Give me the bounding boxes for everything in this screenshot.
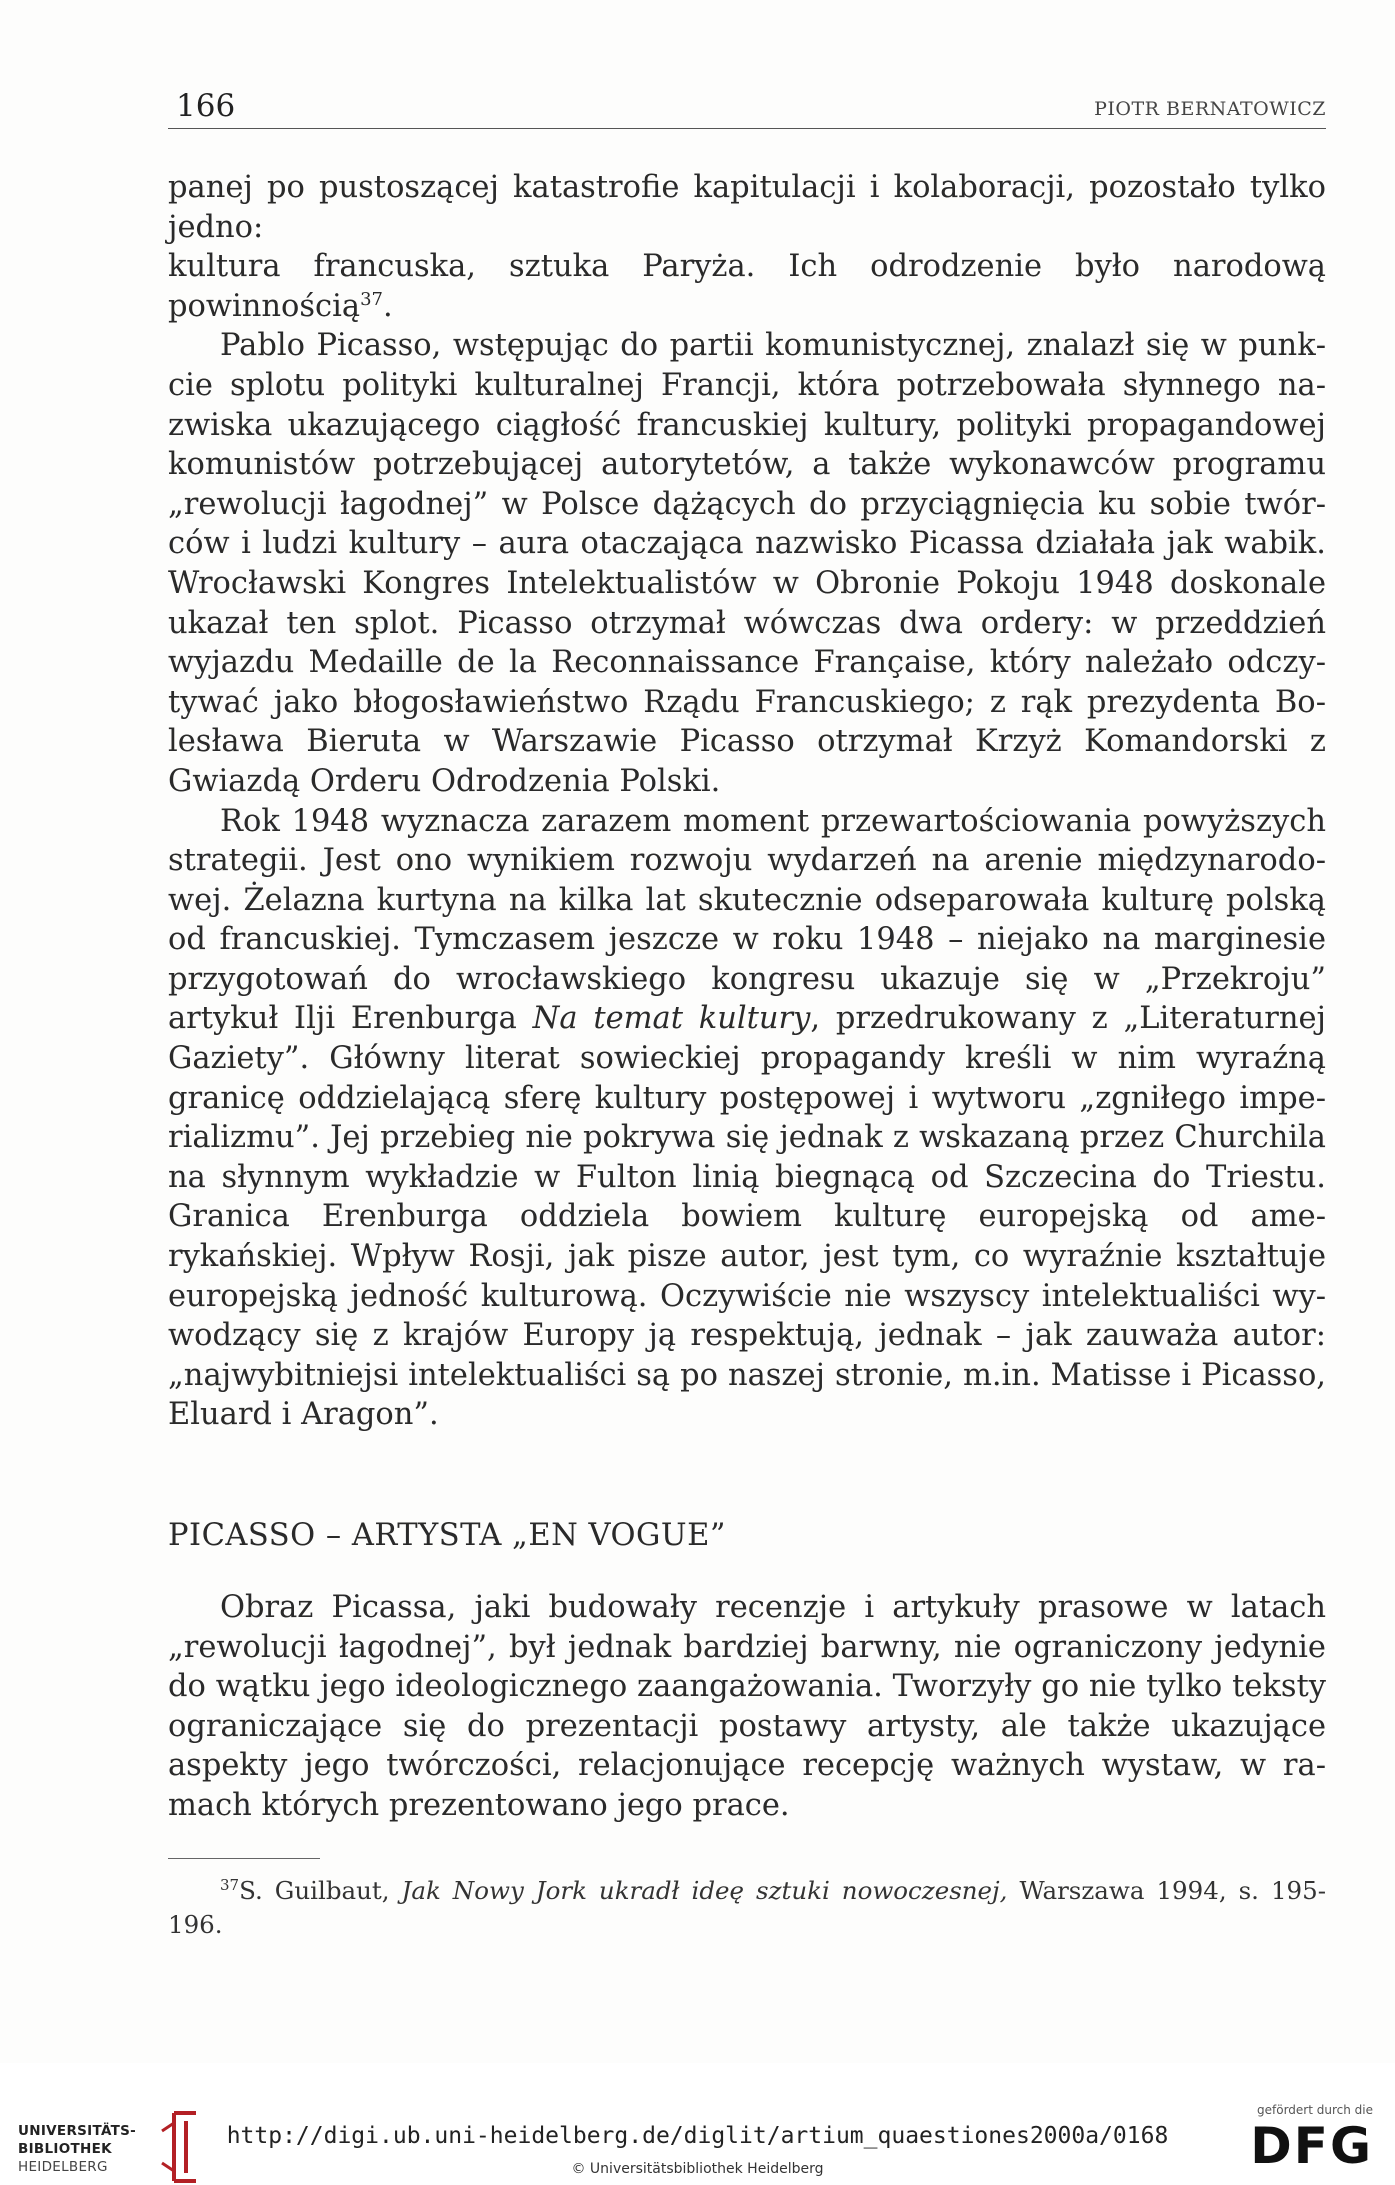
footnote-number: 37 bbox=[220, 1875, 240, 1894]
library-name-line: HEIDELBERG bbox=[18, 2159, 108, 2175]
copyright-notice: © Universitätsbibliothek Heidelberg bbox=[571, 2161, 824, 2177]
permalink-url[interactable]: http://digi.ub.uni-heidelberg.de/diglit/artium_quaestiones2000a/0168 bbox=[226, 2123, 1169, 2149]
footnote-author: S. Guilbaut, bbox=[239, 1876, 402, 1905]
paragraph-text: , przedrukowany z „Literaturnej Gaziety”. Główny literat sowieckiej propagandy kreśli w nim wyraźną granicę oddzielającą sferę kultury postępowej i wytworu „zgniłego imperializmu”. Jej przebieg nie pokrywa się jednak z wskazaną przez Churchila na słynnym wykładzie w Fulton linią biegnącą od Szczecina do Triestu. Granica Erenburga oddziela bowiem kulturę europejską od amerykańskiej. Wpływ Rosji, jak pisze autor, jest tym, co wyraźnie kształtuje europejską jedność kulturową. Oczywiście nie wszyscy intelektualiści wywodzący się z krajów Europy ją respektują, jednak – jak zauważa autor: „najwybitniejsi intelektualiści są po naszej stronie, m.in. Matisse i Picasso, Eluard i Aragon”. bbox=[168, 1001, 1326, 1433]
paragraph-picasso-image: Obraz Picassa, jaki budowały recenzje i artykuły prasowe w latach „rewolucji łagodnej”, był jednak bardziej barwny, nie ograniczony jedynie do wątku jego ideologicznego zaangażowania. Tworzyły go nie tylko teksty ograniczające się do prezentacji postawy artysty, ale także ukazujące aspekty jego twórczości, relacjonujące recepcję ważnych wystaw, w ramach których prezentowano jego prace. bbox=[168, 1590, 1326, 1823]
footnote-reference[interactable]: 37 bbox=[360, 288, 383, 310]
footnote-publication: Warszawa 1994, s. 195-196. bbox=[168, 1876, 1327, 1939]
footnote-title: Jak Nowy Jork ukradł ideę sztuki nowoczesnej, bbox=[401, 1876, 1008, 1905]
library-name-line: UNIVERSITÄTS- bbox=[18, 2123, 137, 2139]
funding-note: gefördert durch die bbox=[1257, 2103, 1373, 2117]
section-body bbox=[168, 1588, 1326, 1826]
paragraph-continuation bbox=[168, 168, 1326, 326]
section-heading: PICASSO – ARTYSTA „EN VOGUE” bbox=[168, 1518, 726, 1553]
paragraph-text: Rok 1948 wyznacza zarazem moment przewartościowania powyższych strategii. Jest ono wynikiem rozwoju wydarzeń na arenie międzynarodowej. Żelazna kurtyna na kilka lat skutecznie odseparowała kulturę polską od francuskiej. Tymczasem jeszcze w roku 1948 – niejako na marginesie przygotowań do wrocławskiego kongresu ukazuje się w „Przekroju” artykuł Ilji Erenburga bbox=[168, 803, 1326, 1037]
library-name-line: BIBLIOTHEK bbox=[18, 2141, 112, 2157]
digitization-footer bbox=[0, 2063, 1395, 2185]
footnote bbox=[168, 1874, 1326, 1942]
page-number: 166 bbox=[176, 88, 236, 124]
dfg-logo[interactable]: DFG bbox=[1250, 2117, 1373, 2175]
page-header bbox=[168, 88, 1326, 129]
article-title: Na temat kultury bbox=[532, 1001, 811, 1037]
paragraph-tail: . bbox=[382, 288, 393, 324]
paragraph-line: kultura francuska, sztuka Paryża. Ich odrodzenie było narodową powinnością bbox=[168, 249, 1326, 324]
paragraph-picasso-communist: Pablo Picasso, wstępując do partii komunistycznej, znalazł się w punkcie splotu polityki kulturalnej Francji, która potrzebowała słynnego nazwiska ukazującego ciągłość francuskiej kultury, polityki propagandowej komunistów potrzebującej autorytetów, a także wykonawców programu „rewolucji łagodnej” w Polsce dążących do przyciągnięcia ku sobie twórców i ludzi kultury – aura otaczająca nazwisko Picassa działała jak wabik. Wrocławski Kongres Intelektualistów w Obronie Pokoju 1948 doskonale ukazał ten splot. Picasso otrzymał wówczas dwa ordery: w przeddzień wyjazdu Medaille de la Reconnaissance Française, który należało odczytywać jako błogosławieństwo Rządu Francuskiego; z rąk prezydenta Bolesława Bieruta w Warszawie Picasso otrzymał Krzyż Komandorski z Gwiazdą Orderu Odrodzenia Polski. bbox=[168, 328, 1326, 799]
footnote-rule bbox=[168, 1858, 320, 1859]
body-text bbox=[168, 168, 1326, 1435]
paragraph-line: panej po pustoszącej katastrofie kapitulacji i kolaboracji, pozostało tylko jedno: bbox=[168, 170, 1326, 245]
paragraph-1948 bbox=[168, 802, 1326, 1436]
running-head: PIOTR BERNATOWICZ bbox=[1094, 98, 1326, 120]
